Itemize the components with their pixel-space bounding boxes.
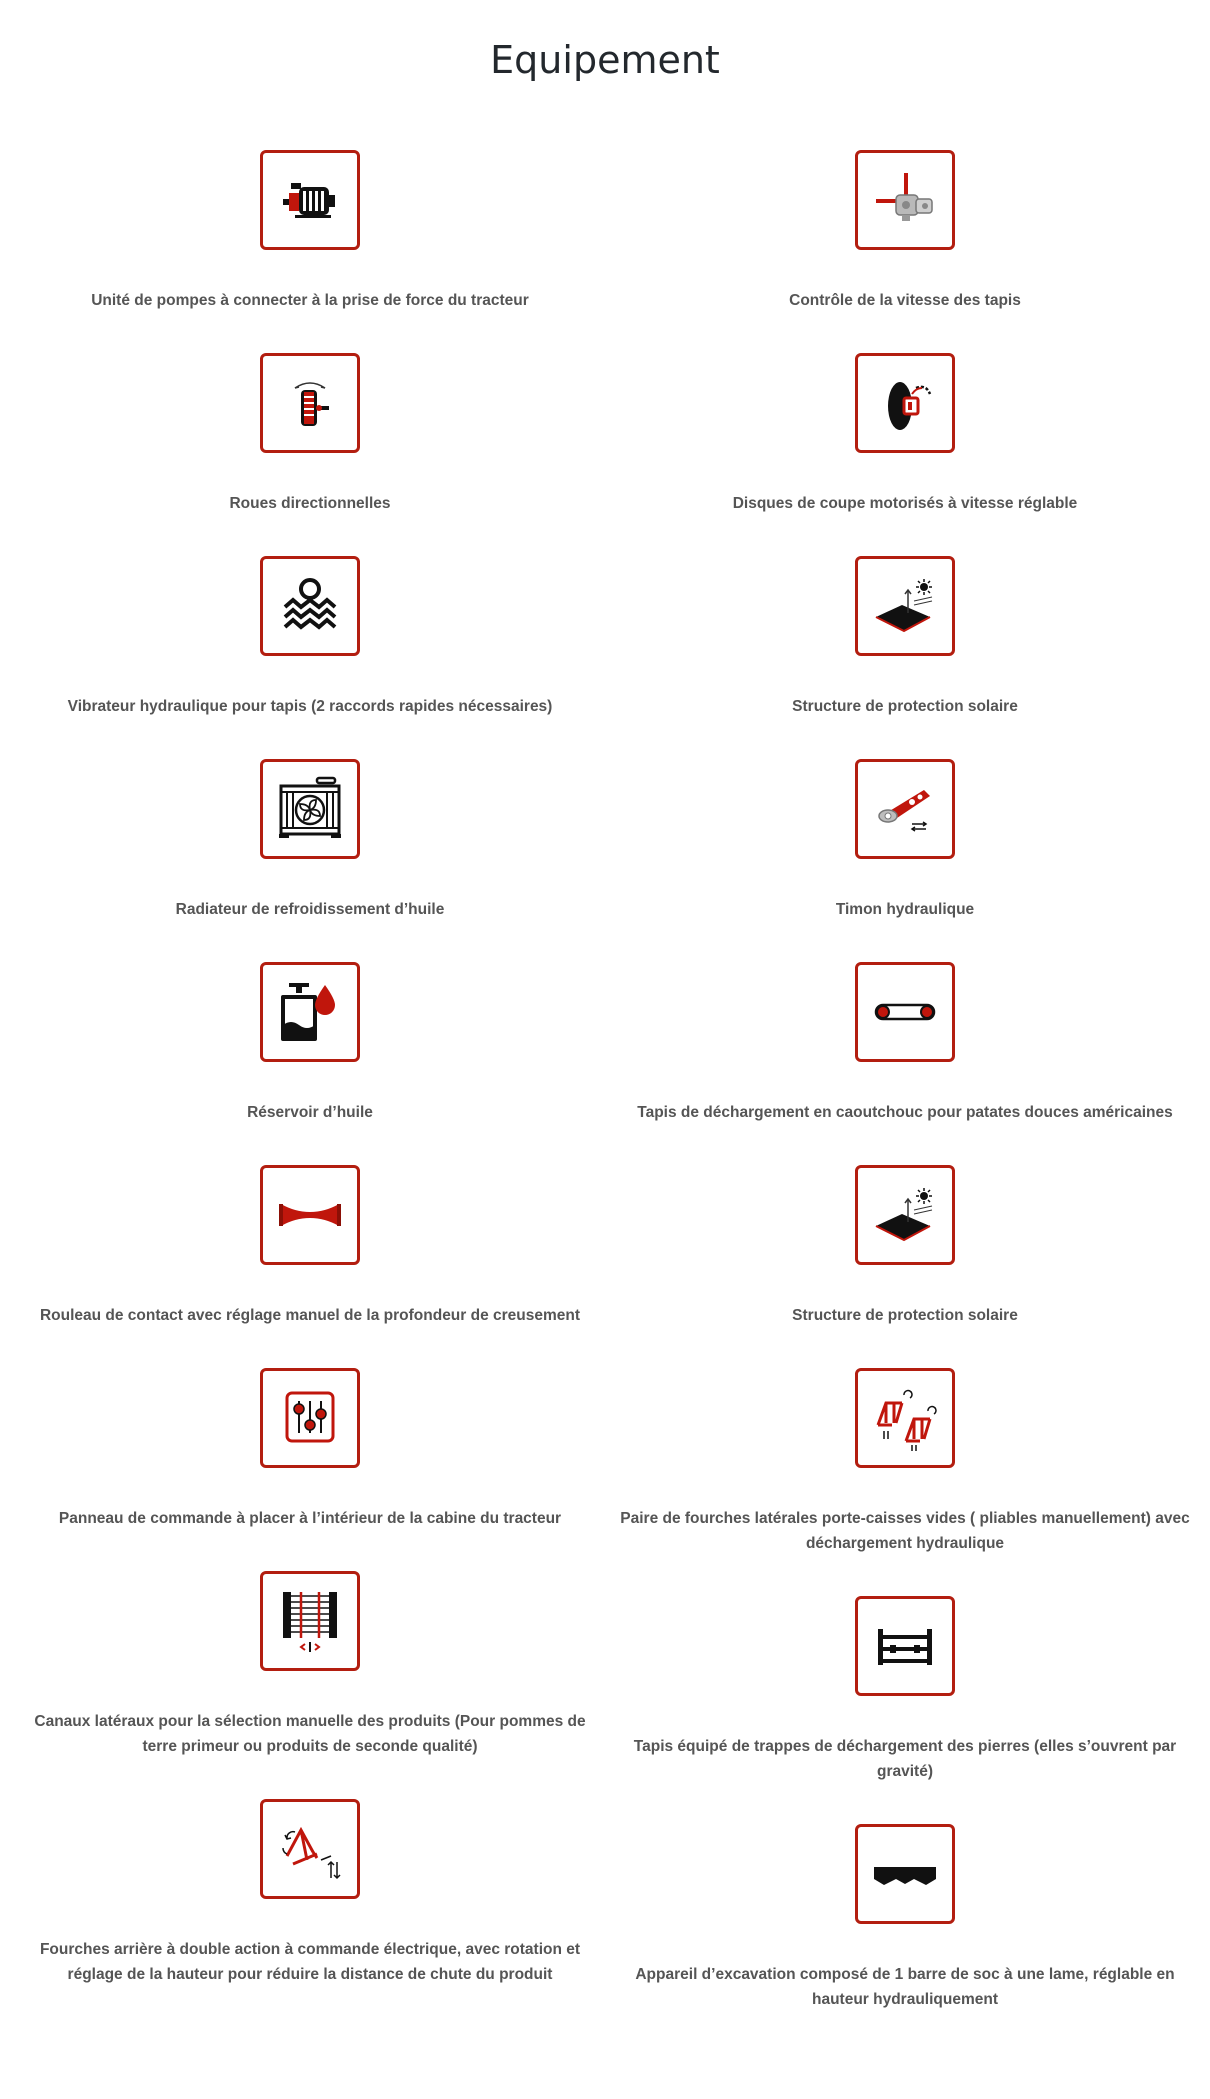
equipment-label: Contrôle de la vitesse des tapis	[789, 292, 1021, 309]
equipment-item	[605, 1596, 1205, 1784]
side-forks-icon	[855, 1368, 955, 1468]
contact-roller-icon	[260, 1165, 360, 1265]
equipment-label: Radiateur de refroidissement d’huile	[175, 901, 445, 918]
equipment-item	[10, 1799, 610, 1987]
speed-valve-icon	[855, 150, 955, 250]
stone-trap-belt-icon	[855, 1596, 955, 1696]
oil-tank-icon	[260, 962, 360, 1062]
equipment-item	[605, 759, 1205, 922]
equipment-label: Roues directionnelles	[229, 495, 391, 512]
equipment-label: Structure de protection solaire	[792, 1307, 1018, 1324]
sun-protection-icon	[855, 1165, 955, 1265]
equipment-label: Disques de coupe motorisés à vitesse réglable	[732, 495, 1078, 512]
steering-wheel-icon	[260, 353, 360, 453]
equipment-item	[605, 1165, 1205, 1328]
cutting-disc-icon	[855, 353, 955, 453]
pump-unit-icon	[260, 150, 360, 250]
page-title: Equipement	[490, 38, 720, 82]
equipment-item	[10, 556, 610, 719]
equipment-label: Vibrateur hydraulique pour tapis (2 raccords rapides nécessaires)	[67, 698, 553, 715]
side-channels-icon	[260, 1571, 360, 1671]
equipment-label: Timon hydraulique	[835, 901, 975, 918]
excavation-blade-icon	[855, 1824, 955, 1924]
vibrator-icon	[260, 556, 360, 656]
equipment-item	[605, 1824, 1205, 2012]
equipment-label: Unité de pompes à connecter à la prise de force du tracteur	[91, 292, 529, 309]
equipment-item	[605, 353, 1205, 516]
equipment-label: Tapis équipé de trappes de déchargement des pierres (elles s’ouvrent par gravité)	[633, 1738, 1177, 1780]
equipment-item	[10, 759, 610, 922]
equipment-item	[605, 962, 1205, 1125]
equipment-label: Tapis de déchargement en caoutchouc pour patates douces américaines	[637, 1104, 1173, 1121]
equipment-label: Rouleau de contact avec réglage manuel de la profondeur de creusement	[39, 1307, 581, 1324]
equipment-label: Paire de fourches latérales porte-caisses vides ( pliables manuellement) avec déchargement hydraulique	[620, 1510, 1190, 1552]
radiator-icon	[260, 759, 360, 859]
equipment-label: Appareil d’excavation composé de 1 barre de soc à une lame, réglable en hauteur hydrauliquement	[635, 1966, 1175, 2008]
hydraulic-drawbar-icon	[855, 759, 955, 859]
equipment-label: Réservoir d’huile	[247, 1104, 373, 1121]
equipment-label: Structure de protection solaire	[792, 698, 1018, 715]
equipment-item	[10, 1368, 610, 1531]
equipment-label: Canaux latéraux pour la sélection manuelle des produits (Pour pommes de terre primeur ou produits de seconde qualité)	[34, 1713, 586, 1755]
equipment-item	[605, 556, 1205, 719]
equipment-item	[10, 150, 610, 313]
equipment-item	[10, 1165, 610, 1328]
equipment-item	[605, 150, 1205, 313]
conveyor-belt-icon	[855, 962, 955, 1062]
equipment-item	[10, 353, 610, 516]
sun-protection-icon	[855, 556, 955, 656]
equipment-item	[10, 962, 610, 1125]
equipment-item	[605, 1368, 1205, 1556]
equipment-item	[10, 1571, 610, 1759]
equipment-label: Panneau de commande à placer à l’intérieur de la cabine du tracteur	[58, 1510, 562, 1527]
rear-forks-icon	[260, 1799, 360, 1899]
equipment-label: Fourches arrière à double action à commande électrique, avec rotation et réglage de la hauteur pour réduire la distance de chute du produit	[39, 1941, 581, 1983]
control-panel-icon	[260, 1368, 360, 1468]
